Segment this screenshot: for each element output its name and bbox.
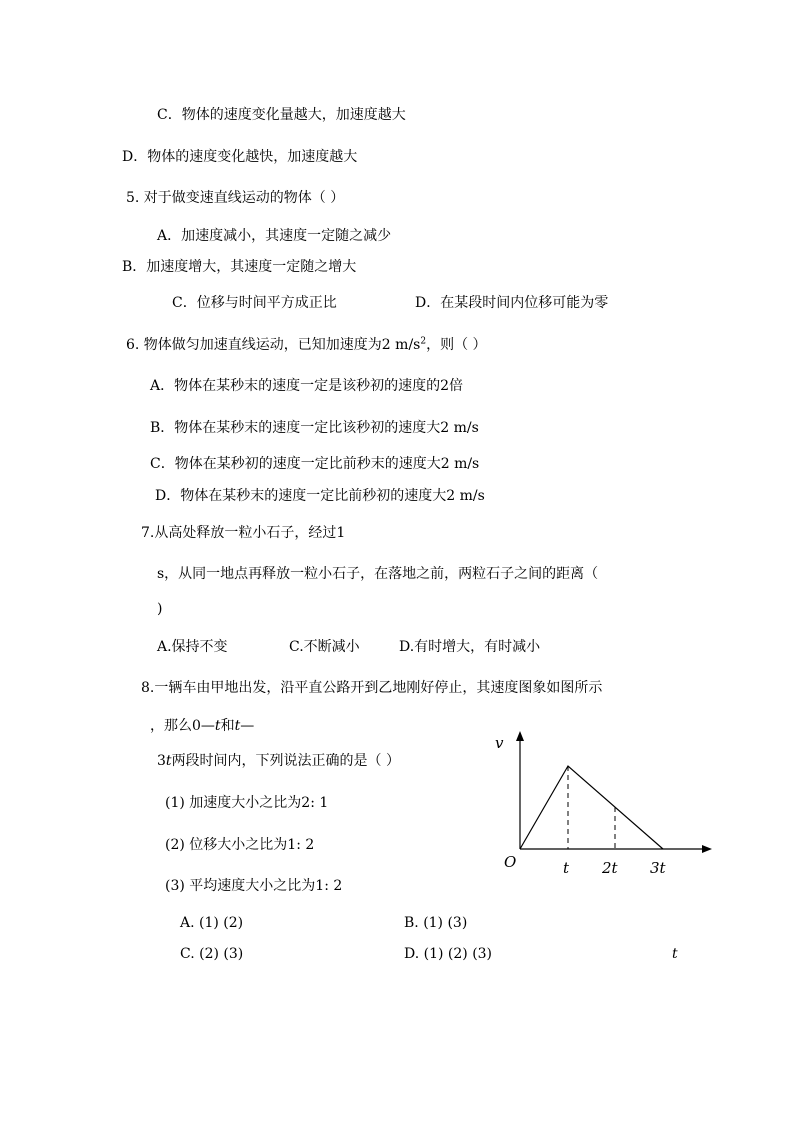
velocity-time-graph: [490, 725, 720, 885]
q8-var-t2: t: [234, 718, 241, 734]
q8-part-b: 和: [220, 718, 235, 734]
origin-label: O: [504, 853, 517, 871]
option-d-q4: D．物体的速度变化越快，加速度越大: [122, 149, 358, 165]
question-5-option-a: A．加速度减小，其速度一定随之减少: [157, 228, 392, 244]
question-8-stem-line3: [157, 752, 400, 770]
q8-coef: 3: [157, 753, 166, 769]
x-tick-t: t: [563, 859, 570, 877]
question-7-option-c: C.不断减小: [289, 639, 360, 655]
question-5-stem: 5. 对于做变速直线运动的物体（ ）: [126, 190, 345, 206]
question-6-text-end: ，则（ ）: [426, 337, 487, 353]
stray-t-label: t: [672, 946, 678, 962]
question-6-option-c: C．物体在某秒初的速度一定比前秒末的速度大2 m/s: [150, 456, 480, 472]
question-7-option-d: D.有时增大，有时减小: [399, 639, 541, 655]
question-7-stem-line3: ): [157, 601, 163, 617]
x-tick-3t: 3t: [650, 859, 666, 877]
q8-part-d: 两段时间内，下列说法正确的是（ ）: [171, 753, 401, 769]
y-axis-arrow: [516, 731, 524, 741]
option-c-q4: C．物体的速度变化量越大，加速度越大: [157, 107, 406, 123]
question-8-option-b: B. (1) (3): [404, 915, 468, 931]
question-8-option-d: D. (1) (2) (3): [404, 946, 493, 962]
question-6-option-a: A．物体在某秒末的速度一定是该秒初的速度的2倍: [150, 378, 464, 394]
question-7-stem-line1: 7.从高处释放一粒小石子，经过1: [141, 525, 346, 541]
question-8-option-c: C. (2) (3): [180, 946, 244, 962]
question-6-exponent: 2: [420, 336, 427, 347]
question-5-option-c: C．位移与时间平方成正比: [172, 295, 337, 311]
statement-3: (3) 平均速度大小之比为1: 2: [165, 878, 343, 894]
x-tick-2t: 2t: [602, 859, 618, 877]
question-6-stem: [126, 336, 487, 354]
velocity-line: [520, 766, 663, 849]
question-5-option-d: D．在某段时间内位移可能为零: [415, 295, 609, 311]
question-6-option-b: B．物体在某秒末的速度一定比该秒初的速度大2 m/s: [150, 420, 479, 436]
question-5-option-b: B．加速度增大，其速度一定随之增大: [122, 259, 357, 275]
y-axis-label: v: [495, 734, 504, 752]
question-6-text: 6. 物体做匀加速直线运动，已知加速度为2 m/s: [126, 337, 421, 353]
q8-var-t3: t: [165, 753, 172, 769]
q8-var-t: t: [214, 718, 221, 734]
question-8-stem-line1: 8.一辆车由甲地出发，沿平直公路开到乙地刚好停止，其速度图象如图所示: [141, 680, 603, 696]
question-8-stem-line2: [150, 717, 254, 735]
question-6-option-d: D．物体在某秒末的速度一定比前秒初的速度大2 m/s: [155, 488, 485, 504]
question-8-option-a: A. (1) (2): [180, 915, 244, 931]
q8-part-c: —: [240, 718, 255, 734]
x-axis-arrow: [702, 845, 712, 853]
statement-2: (2) 位移大小之比为1: 2: [165, 837, 315, 853]
statement-1: (1) 加速度大小之比为2: 1: [165, 795, 329, 811]
question-7-option-a: A.保持不变: [157, 639, 228, 655]
q8-part-a: ，那么0—: [150, 718, 215, 734]
question-7-stem-line2: s，从同一地点再释放一粒小石子，在落地之前，两粒石子之间的距离（: [157, 566, 599, 582]
